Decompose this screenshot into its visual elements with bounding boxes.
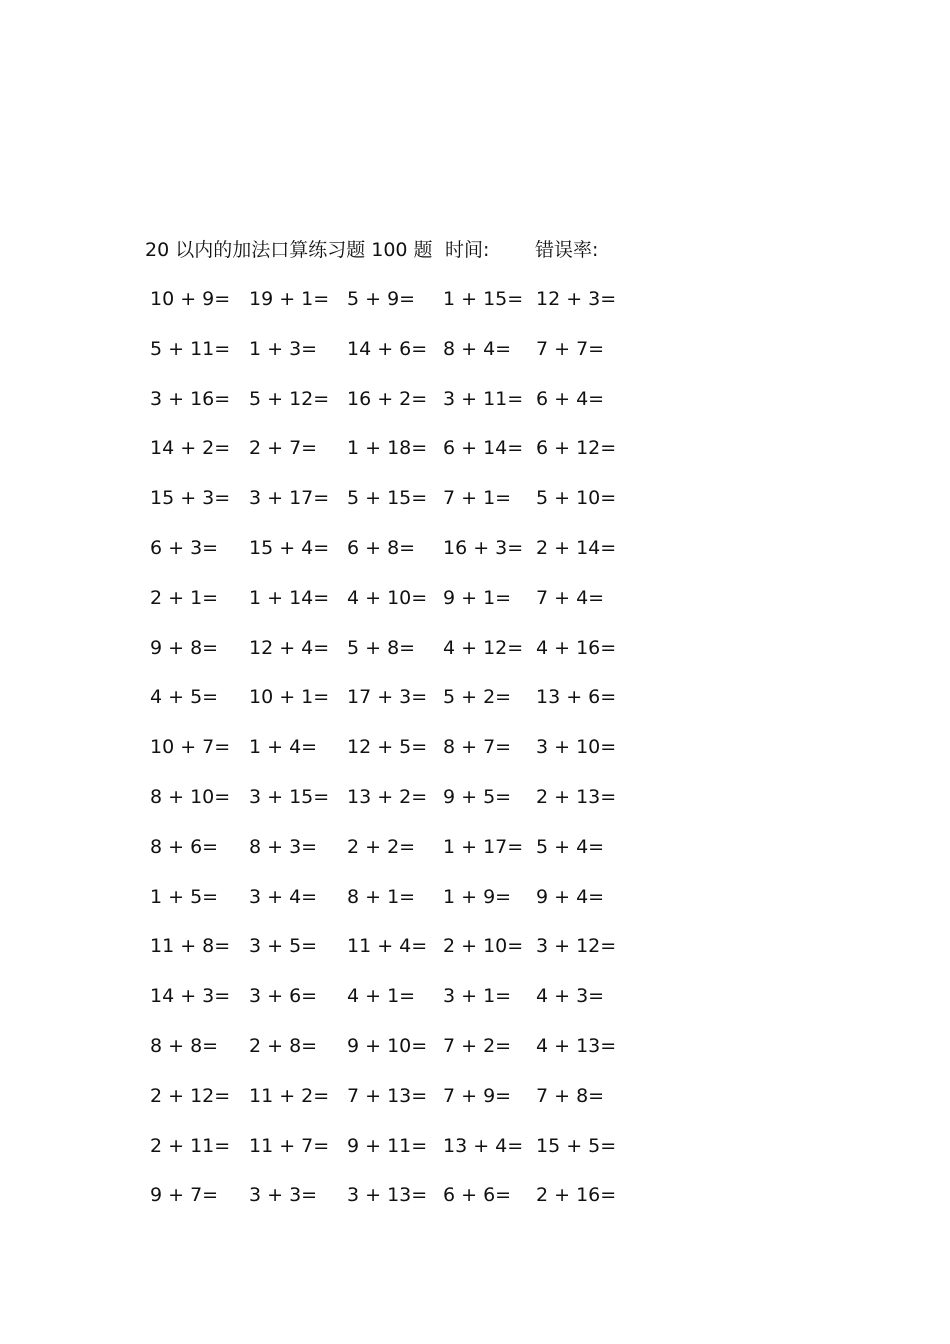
problem-row bbox=[150, 584, 630, 634]
problem-item: 1 + 4= bbox=[249, 736, 318, 759]
problem-item: 7 + 2= bbox=[443, 1034, 512, 1057]
problem-item: 4 + 13= bbox=[536, 1034, 617, 1057]
problem-item: 2 + 1= bbox=[150, 586, 219, 609]
problem-item: 1 + 9= bbox=[443, 885, 512, 908]
problem-item: 2 + 2= bbox=[347, 835, 416, 858]
problem-item: 13 + 6= bbox=[536, 686, 617, 709]
problem-item: 2 + 13= bbox=[536, 785, 617, 808]
problem-item: 6 + 14= bbox=[443, 437, 524, 460]
problem-item: 11 + 8= bbox=[150, 935, 231, 958]
problem-item: 14 + 2= bbox=[150, 437, 231, 460]
problem-item: 11 + 2= bbox=[249, 1084, 330, 1107]
problem-row bbox=[150, 1082, 630, 1132]
problem-item: 19 + 1= bbox=[249, 288, 330, 310]
problem-item: 7 + 13= bbox=[347, 1084, 428, 1107]
problem-grid bbox=[150, 285, 630, 1231]
problem-item: 16 + 2= bbox=[347, 387, 428, 410]
problem-item: 2 + 11= bbox=[150, 1134, 231, 1157]
problem-item: 15 + 5= bbox=[536, 1134, 617, 1157]
problem-row bbox=[150, 385, 630, 435]
problem-item: 3 + 10= bbox=[536, 736, 617, 759]
problem-item: 6 + 3= bbox=[150, 536, 219, 559]
problem-item: 5 + 4= bbox=[536, 835, 605, 858]
problem-item: 3 + 11= bbox=[443, 387, 524, 410]
problem-item: 1 + 15= bbox=[443, 288, 524, 310]
worksheet-title: 20 以内的加法口算练习题 100 题 bbox=[145, 239, 433, 261]
problem-item: 4 + 1= bbox=[347, 985, 416, 1008]
problem-item: 3 + 5= bbox=[249, 935, 318, 958]
problem-item: 15 + 4= bbox=[249, 536, 330, 559]
problem-item: 10 + 9= bbox=[150, 288, 231, 310]
problem-row bbox=[150, 484, 630, 534]
problem-item: 12 + 4= bbox=[249, 636, 330, 659]
problem-item: 5 + 11= bbox=[150, 337, 231, 360]
problem-item: 2 + 14= bbox=[536, 536, 617, 559]
problem-item: 17 + 3= bbox=[347, 686, 428, 709]
problem-item: 9 + 10= bbox=[347, 1034, 428, 1057]
problem-item: 1 + 14= bbox=[249, 586, 330, 609]
problem-item: 8 + 8= bbox=[150, 1034, 219, 1057]
problem-item: 2 + 10= bbox=[443, 935, 524, 958]
problem-item: 7 + 8= bbox=[536, 1084, 605, 1107]
problem-item: 8 + 7= bbox=[443, 736, 512, 759]
problem-item: 5 + 8= bbox=[347, 636, 416, 659]
problem-item: 3 + 4= bbox=[249, 885, 318, 908]
problem-row bbox=[150, 534, 630, 584]
problem-row bbox=[150, 883, 630, 933]
problem-row bbox=[150, 833, 630, 883]
problem-item: 1 + 5= bbox=[150, 885, 219, 908]
problem-item: 3 + 13= bbox=[347, 1184, 428, 1207]
problem-item: 9 + 11= bbox=[347, 1134, 428, 1157]
problem-item: 2 + 7= bbox=[249, 437, 318, 460]
problem-item: 6 + 6= bbox=[443, 1184, 512, 1207]
problem-item: 10 + 1= bbox=[249, 686, 330, 709]
problem-item: 16 + 3= bbox=[443, 536, 524, 559]
problem-item: 9 + 8= bbox=[150, 636, 219, 659]
problem-row bbox=[150, 1181, 630, 1231]
problem-item: 6 + 8= bbox=[347, 536, 416, 559]
problem-item: 10 + 7= bbox=[150, 736, 231, 759]
problem-item: 5 + 9= bbox=[347, 288, 416, 310]
problem-item: 7 + 7= bbox=[536, 337, 605, 360]
problem-row bbox=[150, 733, 630, 783]
problem-item: 4 + 10= bbox=[347, 586, 428, 609]
problem-item: 3 + 16= bbox=[150, 387, 231, 410]
problem-item: 5 + 10= bbox=[536, 487, 617, 510]
problem-item: 14 + 3= bbox=[150, 985, 231, 1008]
problem-item: 9 + 7= bbox=[150, 1184, 219, 1207]
problem-item: 5 + 12= bbox=[249, 387, 330, 410]
problem-item: 7 + 4= bbox=[536, 586, 605, 609]
problem-item: 11 + 4= bbox=[347, 935, 428, 958]
problem-item: 1 + 17= bbox=[443, 835, 524, 858]
problem-item: 3 + 1= bbox=[443, 985, 512, 1008]
problem-item: 5 + 2= bbox=[443, 686, 512, 709]
problem-item: 3 + 12= bbox=[536, 935, 617, 958]
problem-item: 4 + 16= bbox=[536, 636, 617, 659]
problem-item: 8 + 10= bbox=[150, 785, 231, 808]
problem-item: 8 + 4= bbox=[443, 337, 512, 360]
problem-item: 6 + 4= bbox=[536, 387, 605, 410]
problem-row bbox=[150, 285, 630, 335]
problem-item: 13 + 4= bbox=[443, 1134, 524, 1157]
problem-item: 2 + 12= bbox=[150, 1084, 231, 1107]
problem-item: 2 + 16= bbox=[536, 1184, 617, 1207]
problem-item: 8 + 1= bbox=[347, 885, 416, 908]
problem-item: 9 + 4= bbox=[536, 885, 605, 908]
problem-row bbox=[150, 634, 630, 684]
problem-item: 9 + 5= bbox=[443, 785, 512, 808]
problem-row bbox=[150, 783, 630, 833]
problem-item: 4 + 3= bbox=[536, 985, 605, 1008]
problem-item: 13 + 2= bbox=[347, 785, 428, 808]
problem-item: 4 + 12= bbox=[443, 636, 524, 659]
problem-item: 6 + 12= bbox=[536, 437, 617, 460]
problem-row bbox=[150, 982, 630, 1032]
problem-row bbox=[150, 1132, 630, 1182]
problem-item: 15 + 3= bbox=[150, 487, 231, 510]
problem-item: 7 + 9= bbox=[443, 1084, 512, 1107]
problem-item: 3 + 15= bbox=[249, 785, 330, 808]
problem-item: 12 + 5= bbox=[347, 736, 428, 759]
problem-item: 5 + 15= bbox=[347, 487, 428, 510]
problem-item: 11 + 7= bbox=[249, 1134, 330, 1157]
worksheet-header bbox=[145, 236, 665, 264]
problem-item: 4 + 5= bbox=[150, 686, 219, 709]
problem-item: 14 + 6= bbox=[347, 337, 428, 360]
problem-row bbox=[150, 932, 630, 982]
problem-item: 9 + 1= bbox=[443, 586, 512, 609]
problem-item: 3 + 6= bbox=[249, 985, 318, 1008]
problem-item: 8 + 6= bbox=[150, 835, 219, 858]
problem-item: 3 + 3= bbox=[249, 1184, 318, 1207]
problem-item: 8 + 3= bbox=[249, 835, 318, 858]
problem-row bbox=[150, 335, 630, 385]
problem-row bbox=[150, 683, 630, 733]
problem-item: 1 + 3= bbox=[249, 337, 318, 360]
time-label: 时间: bbox=[445, 239, 490, 261]
problem-item: 2 + 8= bbox=[249, 1034, 318, 1057]
problem-item: 3 + 17= bbox=[249, 487, 330, 510]
problem-item: 1 + 18= bbox=[347, 437, 428, 460]
problem-row bbox=[150, 434, 630, 484]
problem-item: 7 + 1= bbox=[443, 487, 512, 510]
problem-item: 12 + 3= bbox=[536, 288, 617, 310]
error-rate-label: 错误率: bbox=[535, 239, 599, 261]
problem-row bbox=[150, 1032, 630, 1082]
